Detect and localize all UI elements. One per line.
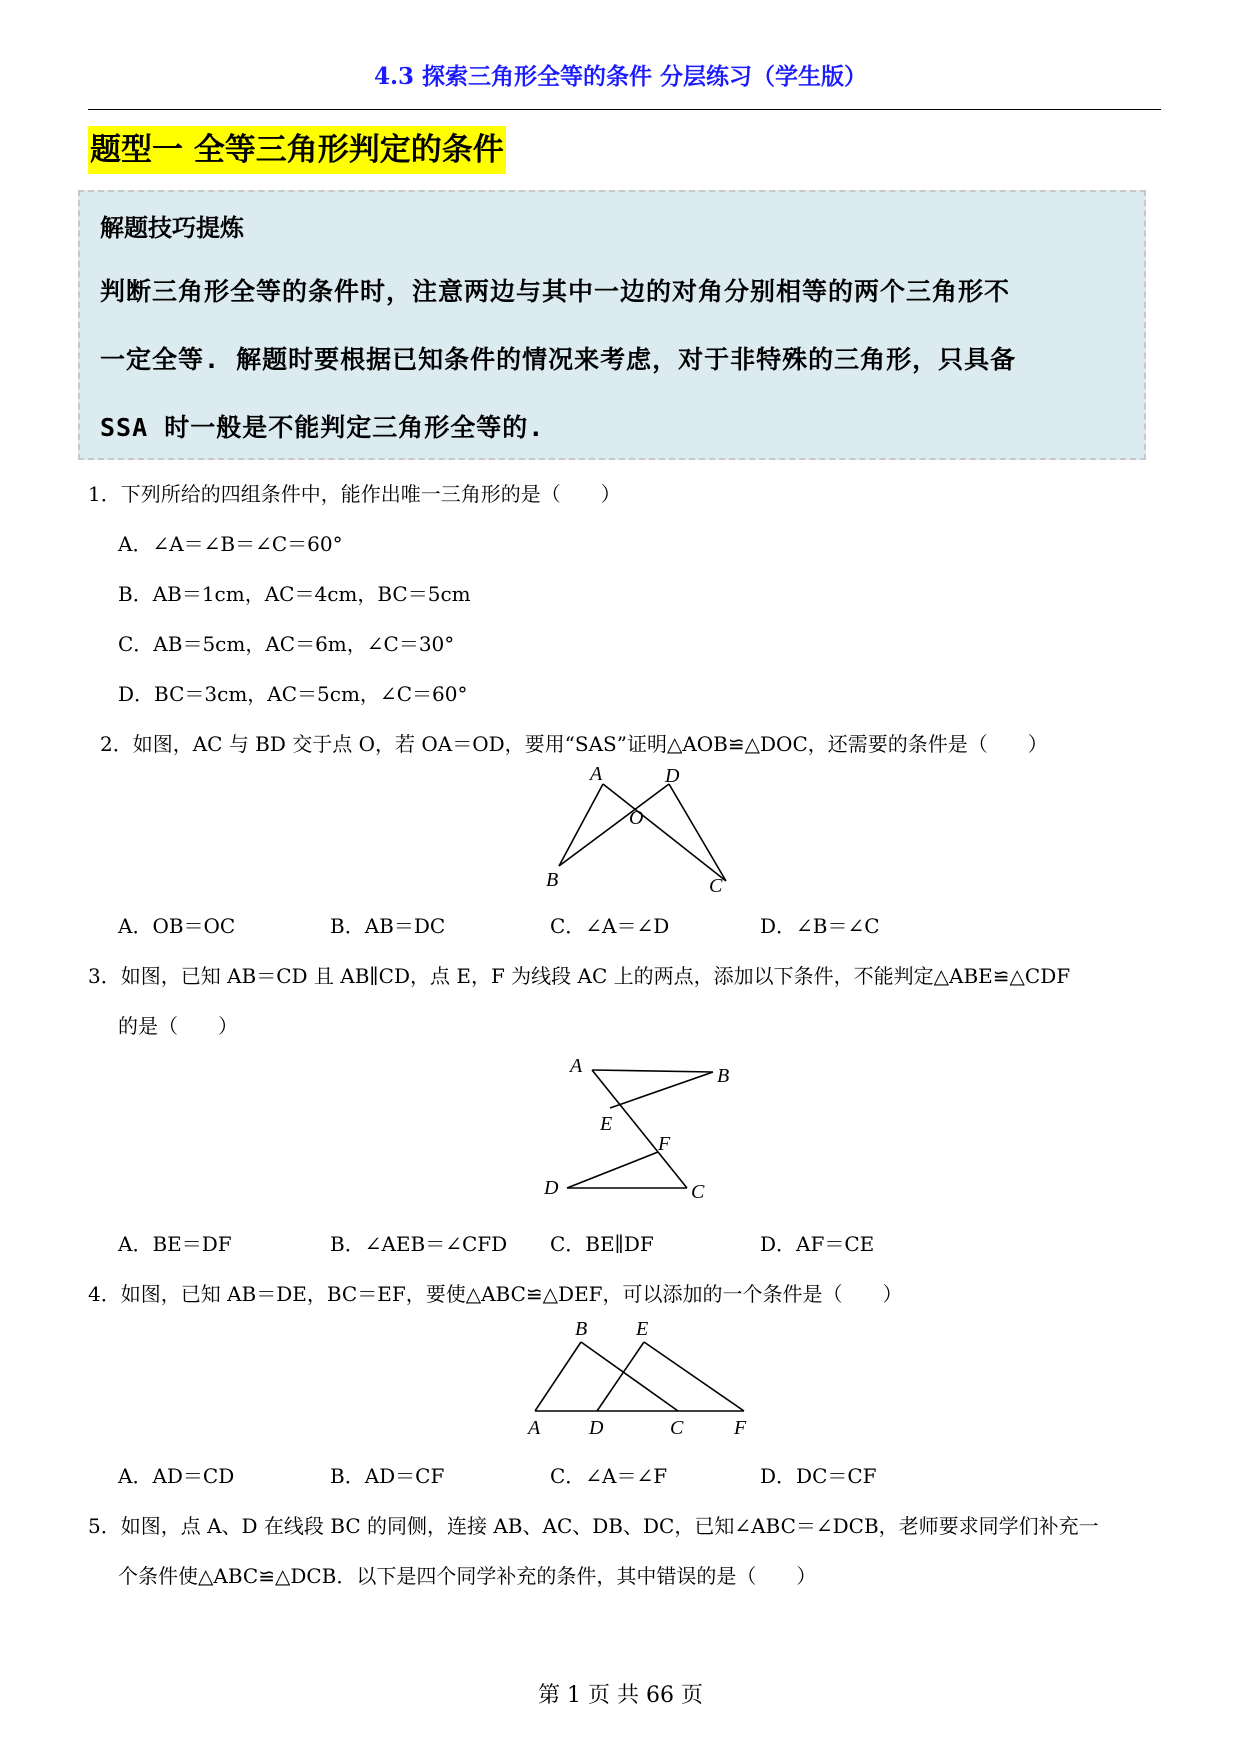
question-2-option-c: C．∠A＝∠D (550, 914, 670, 938)
document-title: 4.3 探索三角形全等的条件 分层练习（学生版） (373, 63, 868, 90)
question-2-stem: 2．如图，AC 与 BD 交于点 O，若 OA＝OD，要用“SAS”证明△AOB≌△DOC，还需要的条件是（ ） (100, 732, 1048, 756)
question-3-option-a: A．BE＝DF (118, 1232, 232, 1256)
question-1-stem: 1．下列所给的四组条件中，能作出唯一三角形的是（ ） (88, 482, 621, 506)
question-4-option-a: A．AD＝CD (118, 1464, 235, 1488)
section-heading: 题型一 全等三角形判定的条件 (88, 126, 506, 174)
question-3-option-c: C．BE∥DF (550, 1232, 654, 1256)
question-3-option-d: D．AF＝CE (760, 1232, 875, 1256)
question-1-option-b: B．AB＝1cm，AC＝4cm，BC＝5cm (118, 582, 471, 606)
q2-label-a: A (590, 763, 603, 785)
question-1-option-a: A．∠A＝∠B＝∠C＝60° (118, 532, 343, 556)
page-footer: 第 1 页 共 66 页 (538, 1683, 703, 1708)
q4-label-f: F (734, 1417, 747, 1439)
question-4-option-b: B．AD＝CF (330, 1464, 445, 1488)
question-3-stem-cont: 的是（ ） (118, 1014, 238, 1038)
tip-line-2: 一定全等. 解题时要根据已知条件的情况来考虑，对于非特殊的三角形，只具备 (100, 345, 1017, 374)
question-5-stem: 5．如图，点 A、D 在线段 BC 的同侧，连接 AB、AC、DB、DC，已知∠ABC＝∠DCB，老师要求同学们补充一 (88, 1514, 1099, 1538)
q4-label-e: E (636, 1318, 649, 1340)
tip-title: 解题技巧提炼 (100, 214, 244, 242)
q2-label-c: C (709, 875, 723, 897)
q2-label-b: B (546, 869, 559, 891)
header-divider (88, 109, 1161, 110)
q3-label-e: E (600, 1113, 613, 1135)
tip-line-3: SSA 时一般是不能判定三角形全等的. (100, 413, 545, 442)
question-4-option-c: C．∠A＝∠F (550, 1464, 668, 1488)
question-3-option-b: B．∠AEB＝∠CFD (330, 1232, 508, 1256)
q4-label-b: B (575, 1318, 588, 1340)
question-1-option-d: D．BC＝3cm，AC＝5cm，∠C＝60° (118, 682, 468, 706)
q3-label-c: C (691, 1181, 705, 1203)
q3-label-d: D (544, 1177, 559, 1199)
question-2-option-a: A．OB＝OC (118, 914, 236, 938)
q4-label-d: D (589, 1417, 604, 1439)
question-2-option-d: D．∠B＝∠C (760, 914, 880, 938)
q4-label-a: A (528, 1417, 541, 1439)
question-4-stem: 4．如图，已知 AB＝DE，BC＝EF，要使△ABC≌△DEF，可以添加的一个条件是（ ） (88, 1282, 903, 1306)
q2-label-d: D (665, 765, 680, 787)
question-3-stem: 3．如图，已知 AB＝CD 且 AB∥CD，点 E，F 为线段 AC 上的两点，添加以下条件，不能判定△ABE≌△CDF (88, 964, 1071, 988)
question-2-option-b: B．AB＝DC (330, 914, 446, 938)
question-4-option-d: D．DC＝CF (760, 1464, 877, 1488)
q3-label-b: B (717, 1065, 730, 1087)
tip-line-1: 判断三角形全等的条件时，注意两边与其中一边的对角分别相等的两个三角形不 (100, 277, 1011, 306)
question-3-figure (530, 1048, 750, 1208)
question-4-figure (515, 1312, 760, 1442)
q3-label-a: A (570, 1055, 583, 1077)
q4-label-c: C (670, 1417, 684, 1439)
q2-label-o: O (629, 807, 644, 829)
q3-label-f: F (658, 1133, 671, 1155)
question-2-figure (540, 762, 740, 902)
question-5-stem-cont: 个条件使△ABC≌△DCB．以下是四个同学补充的条件，其中错误的是（ ） (118, 1564, 817, 1588)
question-1-option-c: C．AB＝5cm，AC＝6m，∠C＝30° (118, 632, 455, 656)
